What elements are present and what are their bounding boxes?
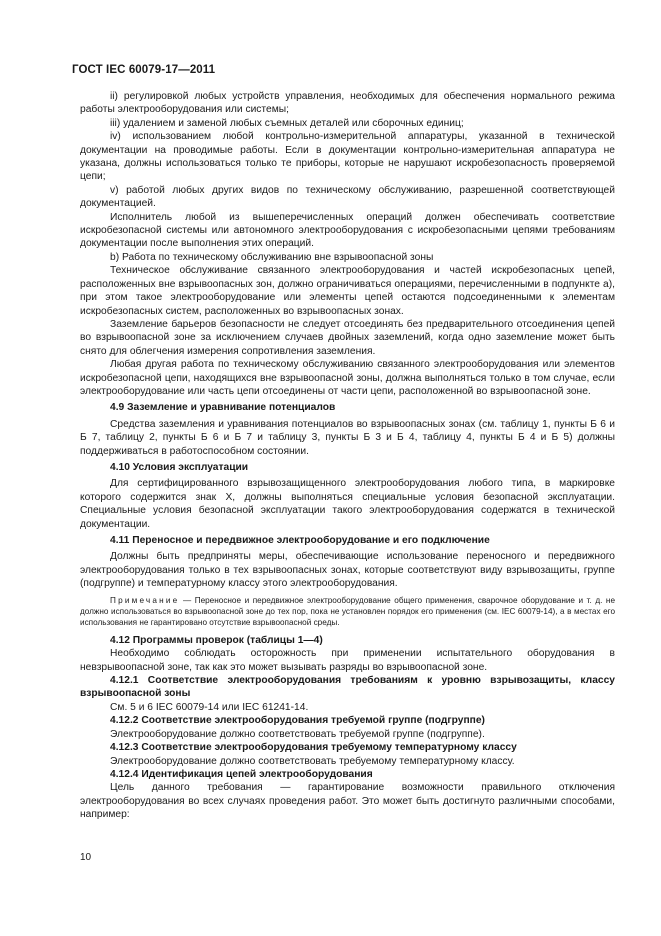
section-heading-4-12: 4.12 Программы проверок (таблицы 1—4) (110, 634, 323, 646)
page-number: 10 (80, 852, 92, 863)
document-header: ГОСТ IEC 60079-17—2011 (72, 64, 216, 76)
paragraph: Электрооборудование должно соответствовать требуемому температурному классу. (110, 755, 515, 767)
paragraph: Заземление барьеров безопасности не следует отсоединять без предварительного отсоединения цепей во взрывоопасной зоне за исключением случаев двойных заземлений, когда одно заземление может быть снято для облегчения измерения сопротивления заземления. (80, 318, 615, 357)
list-item: iv) использованием любой контрольно-измерительной аппаратуры, указанной в технической документации на проводимые работы. Если в документации контрольно-измерительная аппаратура не указана, должны использоваться только те приборы, которые не нарушают искробезопасность проверяемой цепи; (80, 131, 615, 183)
paragraph: Средства заземления и уравнивания потенциалов во взрывоопасных зонах (см. таблицу 1, пункты Б 6 и Б 7, таблицу 2, пункты Б 6 и Б 7 и таблицу 3, пункты Б 3 и Б 4, таблицу 4, пункты Б 4 и Б 5) должны поддерживаться в работоспособном состоянии. (80, 418, 615, 457)
paragraph: Исполнитель любой из вышеперечисленных операций должен обеспечивать соответствие искробезопасной системы или автономного электрооборудования с искробезопасными цепями требованиям документации после выполнения этих операций. (80, 211, 615, 250)
section-heading-4-12-4: 4.12.4 Идентификация цепей электрооборудования (110, 768, 373, 780)
section-heading-4-9: 4.9 Заземление и уравнивание потенциалов (110, 402, 336, 414)
paragraph: Для сертифицированного взрывозащищенного электрооборудования любого типа, в маркировке которого содержится знак X, должны выполняться специальные условия безопасной эксплуатации. Специальные условия безопасной эксплуатации такого электрооборудования содержатся в технической документации. (80, 478, 615, 530)
section-heading-4-12-3: 4.12.3 Соответствие электрооборудования требуемому температурному классу (110, 742, 517, 754)
section-heading-4-12-2: 4.12.2 Соответствие электрооборудования требуемой группе (подгруппе) (110, 715, 485, 727)
note-text: — Переносное и передвижное электрооборудование общего применения, сварочное оборудование и т. д. не должно использоваться во взрывоопасной зоне до тех пор, пока не установлен порядок его применения (см. IEC 60079-14), а в местах его использования не гарантировано отсутствие взрывоопасной среды. (80, 595, 615, 628)
document-body (80, 90, 615, 822)
section-heading-4-10: 4.10 Условия эксплуатации (110, 461, 249, 473)
paragraph: Любая другая работа по техническому обслуживанию связанного электрооборудования или элементов искробезопасной цепи, находящихся вне взрывоопасной зоны, должна выполняться только в том случае, если электрооборудование или часть цепи отсоединены от части цепи, расположенной во взрывоопасной зоне. (80, 359, 615, 397)
list-item: ii) регулировкой любых устройств управления, необходимых для обеспечения нормального режима работы электрооборудования или системы; (80, 91, 615, 116)
paragraph: См. 5 и 6 IEC 60079-14 или IEC 61241-14. (110, 701, 309, 713)
paragraph: Техническое обслуживание связанного электрооборудования и частей искробезопасных цепей, расположенных вне взрывоопасных зон, должно ограничиваться операциями, перечисленными в подпункте а), при этом такое электрооборудование или элементы цепей остаются подсоединенными к элементам искробезопасных систем, расположенных во взрывоопасных зонах. (80, 265, 615, 317)
paragraph: Необходимо соблюдать осторожность при применении испытательного оборудования в невзрывоопасной зоне, так как это может вызывать разряды во взрывоопасной зоне. (80, 648, 615, 673)
paragraph: Цель данного требования — гарантирование возможности правильного отключения электрооборудования во всех случаях проведения работ. Это может быть достигнуто различными способами, например: (80, 782, 615, 821)
note (80, 595, 615, 629)
section-heading-4-11: 4.11 Переносное и передвижное электрооборудование и его подключение (110, 535, 490, 546)
paragraph: Электрооборудование должно соответствовать требуемой группе (подгруппе). (110, 728, 485, 740)
section-heading-4-12-1: 4.12.1 Соответствие электрооборудования требованиям к уровню взрывозащиты, классу взрывоопасной зоны (80, 675, 615, 700)
note-label: Примечание (110, 595, 180, 605)
list-item: v) работой любых других видов по техническому обслуживанию, разрешенной соответствующей документацией. (80, 184, 615, 210)
paragraph: Должны быть предприняты меры, обеспечивающие использование переносного и передвижного электрооборудования только в тех взрывоопасных зонах, которые соответствуют виду взрывозащиты, группе (подгруппе) и температурному классу этого электрооборудования. (80, 551, 615, 590)
list-item: iii) удалением и заменой любых съемных деталей или сборочных единиц; (110, 117, 464, 129)
subsection-label: b) Работа по техническому обслуживанию вне взрывоопасной зоны (110, 251, 434, 263)
